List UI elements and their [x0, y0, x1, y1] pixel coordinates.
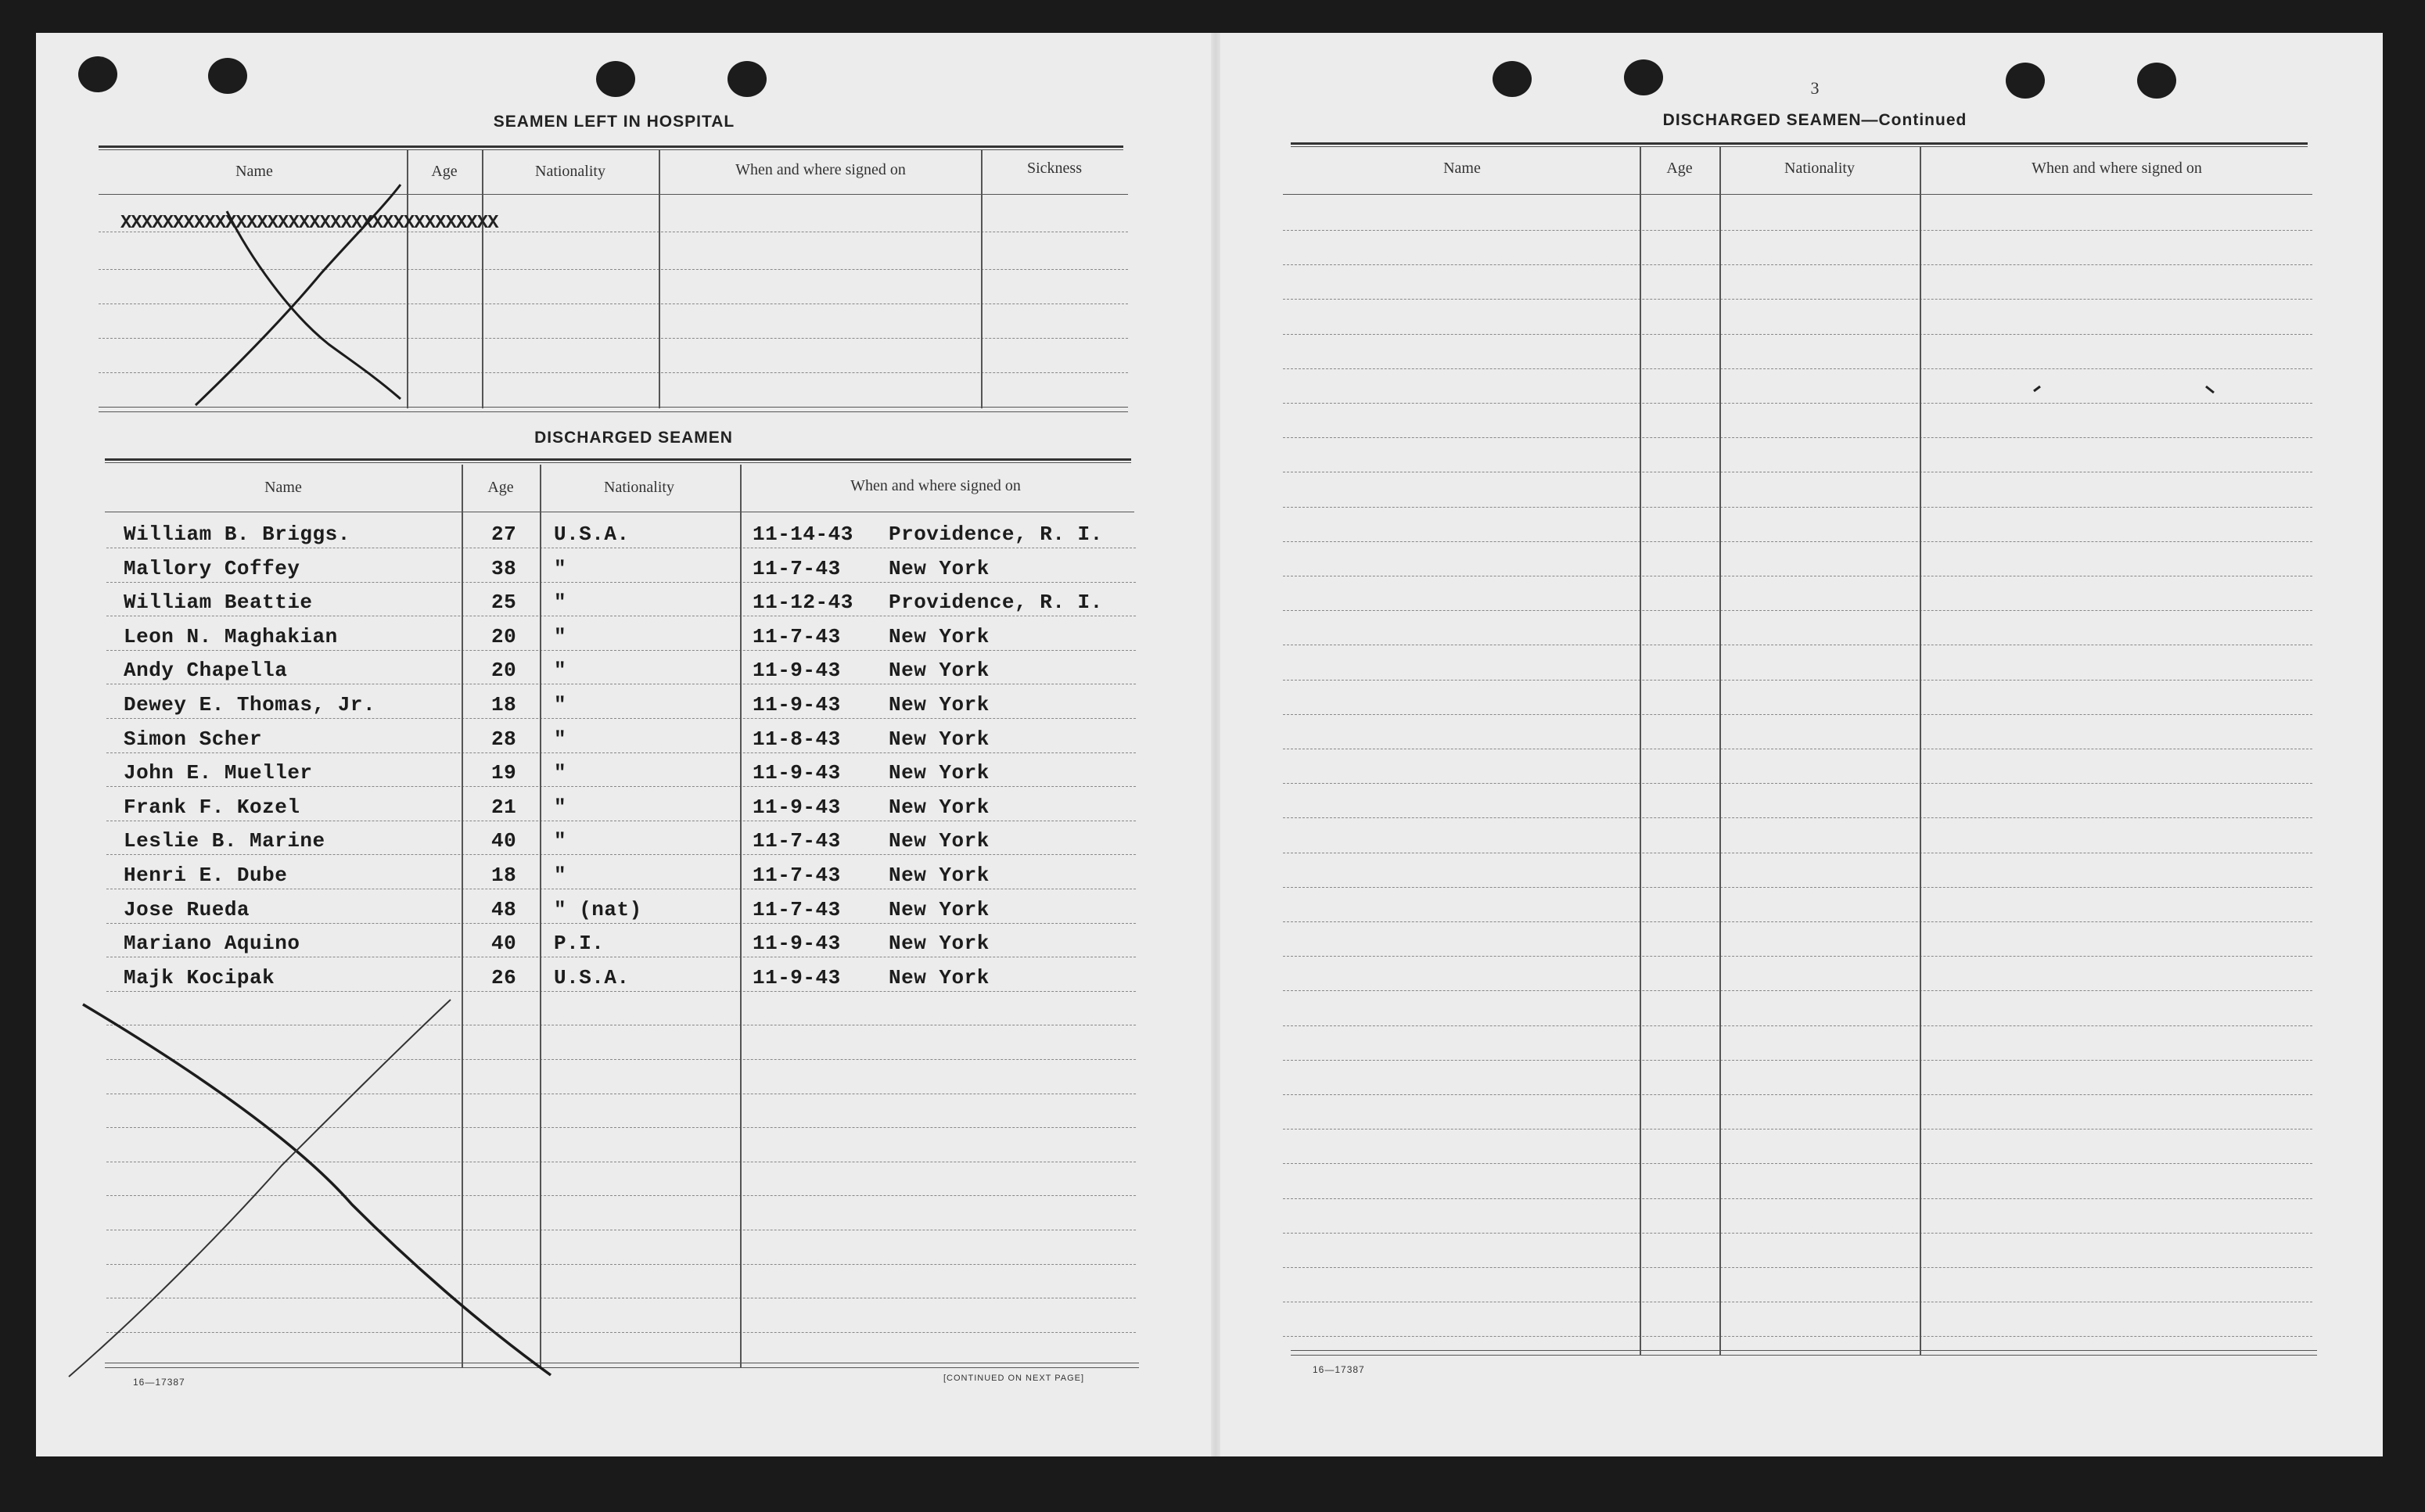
seaman-age: 18: [491, 864, 517, 887]
hospital-title: SEAMEN LEFT IN HOSPITAL: [493, 113, 735, 131]
seaman-name: William Beattie: [124, 591, 313, 614]
right-page-tick: [2206, 386, 2214, 393]
discharged-cross-stroke: [69, 1000, 451, 1377]
seaman-name: Frank F. Kozel: [124, 796, 300, 819]
seaman-age: 40: [491, 829, 517, 853]
seaman-nationality: ": [554, 829, 567, 853]
seaman-nationality: U.S.A.: [554, 523, 630, 546]
seaman-signed-place: New York: [889, 693, 990, 716]
seaman-name: Simon Scher: [124, 727, 263, 751]
seaman-nationality: ": [554, 625, 567, 648]
seaman-signed-date: 11-12-43: [753, 591, 853, 614]
seaman-name: Jose Rueda: [124, 898, 250, 921]
seaman-name: Dewey E. Thomas, Jr.: [124, 693, 376, 716]
right-col-signed-on: When and where signed on: [2032, 160, 2202, 177]
discharged-cross-stroke: [83, 1004, 551, 1375]
hospital-col-name: Name: [235, 163, 273, 180]
hospital-col-sickness: Sickness: [1027, 160, 1082, 177]
discharged-title: DISCHARGED SEAMEN: [534, 429, 733, 447]
seaman-signed-place: New York: [889, 829, 990, 853]
seaman-name: Leslie B. Marine: [124, 829, 325, 853]
seaman-signed-date: 11-7-43: [753, 898, 841, 921]
seaman-nationality: ": [554, 659, 567, 682]
seaman-signed-place: New York: [889, 557, 990, 580]
seaman-age: 18: [491, 693, 517, 716]
seaman-signed-date: 11-9-43: [753, 761, 841, 785]
seaman-signed-place: New York: [889, 761, 990, 785]
seaman-signed-place: New York: [889, 932, 990, 955]
seaman-signed-date: 11-8-43: [753, 727, 841, 751]
hospital-cross-stroke: [196, 185, 401, 405]
seaman-nationality: ": [554, 864, 567, 887]
right-form-number: 16—17387: [1313, 1364, 1365, 1375]
seaman-nationality: ": [554, 761, 567, 785]
seaman-age: 20: [491, 659, 517, 682]
seaman-nationality: ": [554, 591, 567, 614]
form-number: 16—17387: [133, 1377, 185, 1388]
seaman-signed-place: Providence, R. I.: [889, 591, 1103, 614]
seaman-signed-place: New York: [889, 727, 990, 751]
hospital-cross-stroke: [227, 211, 401, 399]
discharged-col-age: Age: [487, 479, 514, 496]
seaman-age: 40: [491, 932, 517, 955]
seaman-signed-date: 11-7-43: [753, 557, 841, 580]
seaman-name: Henri E. Dube: [124, 864, 288, 887]
seaman-nationality: " (nat): [554, 898, 642, 921]
seaman-name: Leon N. Maghakian: [124, 625, 338, 648]
seaman-signed-date: 11-9-43: [753, 932, 841, 955]
seaman-signed-place: New York: [889, 796, 990, 819]
right-col-name: Name: [1443, 160, 1481, 177]
right-col-nationality: Nationality: [1784, 160, 1855, 177]
seaman-name: Majk Kocipak: [124, 966, 275, 989]
seaman-signed-date: 11-7-43: [753, 864, 841, 887]
continued-note: [CONTINUED ON NEXT PAGE]: [943, 1374, 1085, 1383]
seaman-age: 27: [491, 523, 517, 546]
seaman-signed-place: Providence, R. I.: [889, 523, 1103, 546]
seaman-nationality: ": [554, 727, 567, 751]
seaman-signed-date: 11-9-43: [753, 796, 841, 819]
seaman-age: 48: [491, 898, 517, 921]
hospital-col-signed-on: When and where signed on: [735, 161, 906, 178]
struck-entry: XXXXXXXXXXXXXXXXXXXXXXXXXXXXXXXXXXXX: [120, 213, 498, 234]
hospital-col-nationality: Nationality: [535, 163, 605, 180]
seaman-nationality: U.S.A.: [554, 966, 630, 989]
hospital-col-age: Age: [431, 163, 458, 180]
discharged-continued-title-text: DISCHARGED SEAMEN—Continued: [1662, 111, 1967, 129]
seaman-name: William B. Briggs.: [124, 523, 350, 546]
seaman-age: 25: [491, 591, 517, 614]
seaman-age: 26: [491, 966, 517, 989]
discharged-col-name: Name: [264, 479, 302, 496]
seaman-name: Mariano Aquino: [124, 932, 300, 955]
seaman-signed-date: 11-7-43: [753, 625, 841, 648]
seaman-age: 28: [491, 727, 517, 751]
seaman-signed-place: New York: [889, 966, 990, 989]
seaman-signed-date: 11-9-43: [753, 693, 841, 716]
page-number: 3: [1810, 78, 1820, 98]
seaman-signed-place: New York: [889, 659, 990, 682]
seaman-signed-place: New York: [889, 898, 990, 921]
seaman-signed-date: 11-14-43: [753, 523, 853, 546]
seaman-signed-date: 11-9-43: [753, 659, 841, 682]
right-col-age: Age: [1666, 160, 1693, 177]
seaman-age: 19: [491, 761, 517, 785]
seaman-name: Andy Chapella: [124, 659, 288, 682]
seaman-signed-date: 11-7-43: [753, 829, 841, 853]
discharged-col-nationality: Nationality: [604, 479, 674, 496]
seaman-nationality: ": [554, 693, 567, 716]
seaman-nationality: ": [554, 796, 567, 819]
right-page-tick: [2034, 386, 2040, 391]
seaman-nationality: ": [554, 557, 567, 580]
seaman-age: 21: [491, 796, 517, 819]
seaman-age: 38: [491, 557, 517, 580]
seaman-signed-place: New York: [889, 864, 990, 887]
seaman-name: John E. Mueller: [124, 761, 313, 785]
seaman-signed-place: New York: [889, 625, 990, 648]
seaman-name: Mallory Coffey: [124, 557, 300, 580]
seaman-nationality: P.I.: [554, 932, 605, 955]
seaman-age: 20: [491, 625, 517, 648]
discharged-col-signed-on: When and where signed on: [850, 477, 1021, 494]
seaman-signed-date: 11-9-43: [753, 966, 841, 989]
